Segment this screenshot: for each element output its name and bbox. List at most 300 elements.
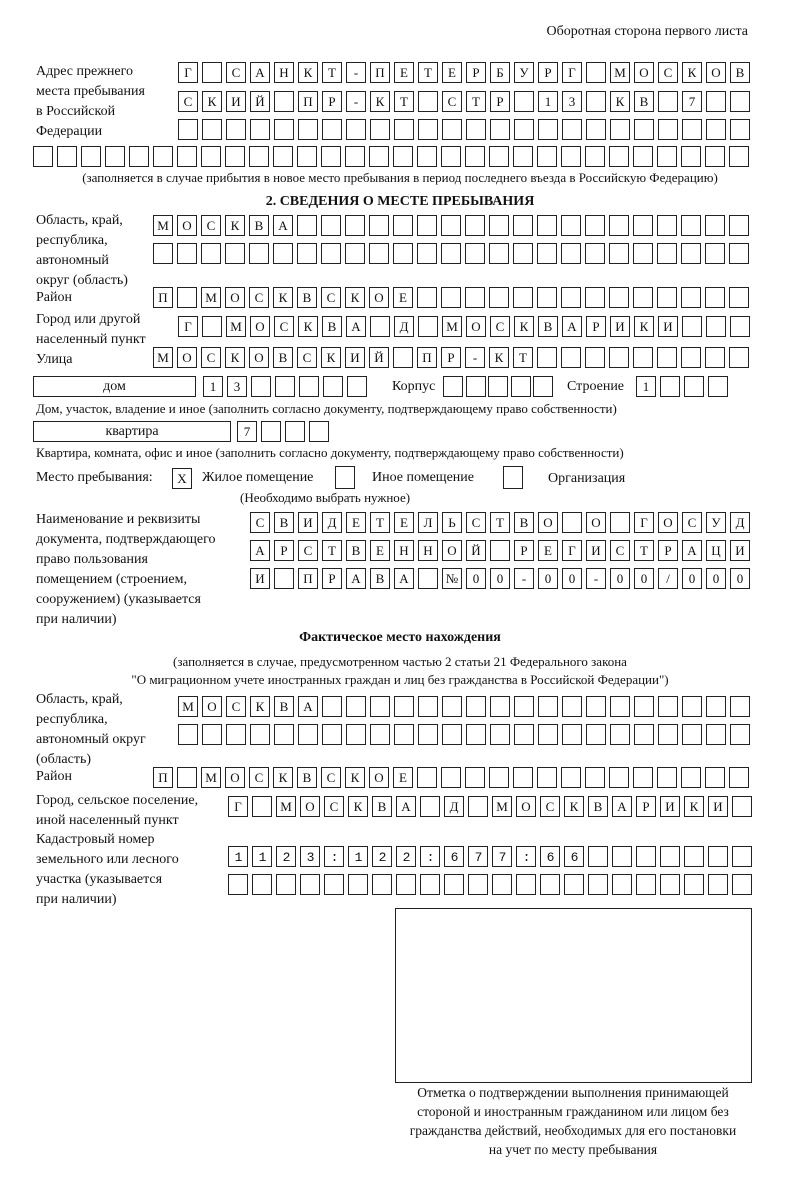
char-cell[interactable]: О <box>634 62 654 83</box>
char-cell[interactable]: Т <box>490 512 510 533</box>
char-cell[interactable] <box>561 243 581 264</box>
char-cell[interactable]: О <box>250 316 270 337</box>
char-cell[interactable] <box>228 874 248 895</box>
char-cell[interactable] <box>681 146 701 167</box>
char-cell[interactable]: А <box>250 540 270 561</box>
char-cell[interactable] <box>321 146 341 167</box>
char-cell[interactable] <box>466 376 486 397</box>
char-cell[interactable] <box>441 767 461 788</box>
char-cell[interactable] <box>657 243 677 264</box>
char-cell[interactable]: В <box>372 796 392 817</box>
char-cell[interactable] <box>489 767 509 788</box>
char-cell[interactable] <box>705 767 725 788</box>
char-cell[interactable]: Р <box>490 91 510 112</box>
char-cell[interactable] <box>561 215 581 236</box>
char-cell[interactable] <box>513 215 533 236</box>
char-cell[interactable]: О <box>249 347 269 368</box>
char-cell[interactable]: И <box>730 540 750 561</box>
char-cell[interactable] <box>513 287 533 308</box>
char-cell[interactable] <box>372 874 392 895</box>
char-cell[interactable]: 1 <box>203 376 223 397</box>
char-cell[interactable]: В <box>588 796 608 817</box>
char-cell[interactable]: О <box>300 796 320 817</box>
char-cell[interactable]: М <box>201 287 221 308</box>
char-cell[interactable]: 1 <box>636 376 656 397</box>
char-cell[interactable] <box>732 874 752 895</box>
char-cell[interactable]: О <box>442 540 462 561</box>
char-cell[interactable]: 0 <box>634 568 654 589</box>
char-cell[interactable] <box>177 146 197 167</box>
char-cell[interactable] <box>729 243 749 264</box>
char-cell[interactable] <box>561 146 581 167</box>
char-cell[interactable] <box>297 146 317 167</box>
char-cell[interactable] <box>537 347 557 368</box>
char-cell[interactable]: / <box>658 568 678 589</box>
char-cell[interactable] <box>609 767 629 788</box>
char-cell[interactable]: Т <box>322 540 342 561</box>
char-cell[interactable] <box>657 146 677 167</box>
char-cell[interactable] <box>516 874 536 895</box>
char-cell[interactable] <box>105 146 125 167</box>
char-cell[interactable] <box>202 119 222 140</box>
char-cell[interactable]: К <box>564 796 584 817</box>
char-cell[interactable] <box>418 119 438 140</box>
char-cell[interactable] <box>321 243 341 264</box>
char-cell[interactable]: Н <box>394 540 414 561</box>
char-cell[interactable]: Е <box>394 62 414 83</box>
char-cell[interactable] <box>706 91 726 112</box>
char-cell[interactable]: О <box>202 696 222 717</box>
char-cell[interactable] <box>443 376 463 397</box>
char-cell[interactable] <box>252 874 272 895</box>
stay-option-residential-checkbox[interactable]: X <box>172 468 192 489</box>
char-cell[interactable] <box>309 421 329 442</box>
char-cell[interactable]: Ц <box>706 540 726 561</box>
char-cell[interactable] <box>153 146 173 167</box>
char-cell[interactable] <box>466 696 486 717</box>
char-cell[interactable]: У <box>706 512 726 533</box>
char-cell[interactable] <box>729 146 749 167</box>
char-cell[interactable] <box>274 91 294 112</box>
char-cell[interactable] <box>705 347 725 368</box>
char-cell[interactable] <box>681 243 701 264</box>
char-cell[interactable] <box>636 874 656 895</box>
char-cell[interactable]: 0 <box>490 568 510 589</box>
char-cell[interactable] <box>261 421 281 442</box>
char-cell[interactable] <box>177 287 197 308</box>
char-cell[interactable] <box>681 215 701 236</box>
char-cell[interactable]: К <box>345 287 365 308</box>
char-cell[interactable]: Д <box>394 316 414 337</box>
char-cell[interactable]: 0 <box>730 568 750 589</box>
char-cell[interactable]: М <box>226 316 246 337</box>
char-cell[interactable]: О <box>225 767 245 788</box>
char-cell[interactable]: - <box>465 347 485 368</box>
char-cell[interactable] <box>322 724 342 745</box>
char-cell[interactable] <box>489 146 509 167</box>
char-cell[interactable] <box>513 146 533 167</box>
char-cell[interactable]: В <box>370 568 390 589</box>
char-cell[interactable] <box>465 243 485 264</box>
char-cell[interactable]: Р <box>636 796 656 817</box>
char-cell[interactable] <box>273 243 293 264</box>
char-cell[interactable]: Г <box>562 62 582 83</box>
char-cell[interactable]: И <box>298 512 318 533</box>
char-cell[interactable] <box>441 215 461 236</box>
char-cell[interactable]: Л <box>418 512 438 533</box>
char-cell[interactable] <box>252 796 272 817</box>
char-cell[interactable] <box>610 724 630 745</box>
char-cell[interactable] <box>585 146 605 167</box>
char-cell[interactable] <box>488 376 508 397</box>
char-cell[interactable] <box>323 376 343 397</box>
char-cell[interactable]: С <box>321 767 341 788</box>
char-cell[interactable]: А <box>682 540 702 561</box>
char-cell[interactable] <box>442 119 462 140</box>
char-cell[interactable] <box>346 724 366 745</box>
char-cell[interactable] <box>369 243 389 264</box>
char-cell[interactable] <box>658 696 678 717</box>
char-cell[interactable]: М <box>492 796 512 817</box>
char-cell[interactable] <box>610 512 630 533</box>
char-cell[interactable] <box>468 796 488 817</box>
char-cell[interactable]: Т <box>370 512 390 533</box>
char-cell[interactable]: О <box>516 796 536 817</box>
char-cell[interactable] <box>682 696 702 717</box>
char-cell[interactable]: - <box>346 91 366 112</box>
char-cell[interactable] <box>633 767 653 788</box>
char-cell[interactable] <box>633 146 653 167</box>
char-cell[interactable] <box>465 767 485 788</box>
char-cell[interactable]: К <box>348 796 368 817</box>
char-cell[interactable] <box>346 119 366 140</box>
char-cell[interactable] <box>225 243 245 264</box>
char-cell[interactable] <box>514 119 534 140</box>
char-cell[interactable] <box>250 724 270 745</box>
char-cell[interactable]: К <box>273 287 293 308</box>
char-cell[interactable]: Р <box>322 91 342 112</box>
char-cell[interactable]: Р <box>586 316 606 337</box>
stay-option-other-checkbox[interactable] <box>335 466 355 489</box>
char-cell[interactable] <box>612 874 632 895</box>
char-cell[interactable] <box>634 696 654 717</box>
char-cell[interactable]: Д <box>444 796 464 817</box>
char-cell[interactable]: О <box>538 512 558 533</box>
char-cell[interactable] <box>420 874 440 895</box>
char-cell[interactable]: К <box>298 62 318 83</box>
char-cell[interactable]: И <box>708 796 728 817</box>
char-cell[interactable] <box>394 119 414 140</box>
char-cell[interactable] <box>273 146 293 167</box>
char-cell[interactable]: В <box>297 287 317 308</box>
char-cell[interactable]: С <box>201 347 221 368</box>
char-cell[interactable] <box>585 243 605 264</box>
char-cell[interactable]: Е <box>442 62 462 83</box>
char-cell[interactable]: Р <box>274 540 294 561</box>
char-cell[interactable] <box>321 215 341 236</box>
char-cell[interactable]: К <box>225 215 245 236</box>
char-cell[interactable] <box>730 119 750 140</box>
char-cell[interactable] <box>324 874 344 895</box>
char-cell[interactable] <box>441 146 461 167</box>
char-cell[interactable]: О <box>369 767 389 788</box>
char-cell[interactable] <box>533 376 553 397</box>
char-cell[interactable] <box>490 724 510 745</box>
char-cell[interactable]: В <box>634 91 654 112</box>
char-cell[interactable] <box>538 119 558 140</box>
char-cell[interactable]: А <box>346 316 366 337</box>
char-cell[interactable] <box>274 119 294 140</box>
char-cell[interactable]: М <box>442 316 462 337</box>
char-cell[interactable] <box>465 287 485 308</box>
char-cell[interactable] <box>322 119 342 140</box>
char-cell[interactable] <box>345 243 365 264</box>
char-cell[interactable] <box>465 146 485 167</box>
char-cell[interactable]: И <box>250 568 270 589</box>
char-cell[interactable]: О <box>658 512 678 533</box>
char-cell[interactable] <box>732 796 752 817</box>
char-cell[interactable] <box>562 119 582 140</box>
char-cell[interactable]: П <box>153 767 173 788</box>
char-cell[interactable] <box>729 347 749 368</box>
char-cell[interactable] <box>588 874 608 895</box>
char-cell[interactable] <box>201 146 221 167</box>
char-cell[interactable] <box>658 91 678 112</box>
char-cell[interactable] <box>633 287 653 308</box>
char-cell[interactable]: К <box>298 316 318 337</box>
char-cell[interactable] <box>684 874 704 895</box>
char-cell[interactable] <box>442 696 462 717</box>
char-cell[interactable]: 1 <box>538 91 558 112</box>
char-cell[interactable] <box>369 146 389 167</box>
char-cell[interactable] <box>634 724 654 745</box>
char-cell[interactable] <box>705 215 725 236</box>
char-cell[interactable] <box>418 568 438 589</box>
char-cell[interactable]: П <box>370 62 390 83</box>
char-cell[interactable]: О <box>466 316 486 337</box>
char-cell[interactable] <box>489 287 509 308</box>
char-cell[interactable]: Н <box>274 62 294 83</box>
char-cell[interactable] <box>561 767 581 788</box>
char-cell[interactable]: В <box>297 767 317 788</box>
char-cell[interactable]: Д <box>322 512 342 533</box>
char-cell[interactable] <box>586 62 606 83</box>
char-cell[interactable] <box>586 696 606 717</box>
char-cell[interactable] <box>202 724 222 745</box>
char-cell[interactable] <box>418 696 438 717</box>
char-cell[interactable] <box>418 724 438 745</box>
char-cell[interactable] <box>658 119 678 140</box>
char-cell[interactable]: В <box>322 316 342 337</box>
char-cell[interactable] <box>393 215 413 236</box>
char-cell[interactable]: С <box>682 512 702 533</box>
char-cell[interactable] <box>514 696 534 717</box>
char-cell[interactable] <box>178 724 198 745</box>
char-cell[interactable] <box>417 767 437 788</box>
char-cell[interactable]: Й <box>250 91 270 112</box>
char-cell[interactable] <box>586 119 606 140</box>
char-cell[interactable] <box>657 215 677 236</box>
char-cell[interactable] <box>708 376 728 397</box>
char-cell[interactable]: А <box>273 215 293 236</box>
char-cell[interactable] <box>708 874 728 895</box>
stay-option-organization-checkbox[interactable] <box>503 466 523 489</box>
char-cell[interactable] <box>513 767 533 788</box>
char-cell[interactable]: 0 <box>682 568 702 589</box>
char-cell[interactable]: К <box>250 696 270 717</box>
char-cell[interactable] <box>684 376 704 397</box>
char-cell[interactable] <box>609 215 629 236</box>
char-cell[interactable]: М <box>276 796 296 817</box>
char-cell[interactable] <box>633 347 653 368</box>
char-cell[interactable]: В <box>538 316 558 337</box>
char-cell[interactable]: О <box>177 347 197 368</box>
char-cell[interactable] <box>730 696 750 717</box>
char-cell[interactable]: Р <box>466 62 486 83</box>
char-cell[interactable] <box>561 287 581 308</box>
char-cell[interactable]: В <box>346 540 366 561</box>
char-cell[interactable] <box>251 376 271 397</box>
char-cell[interactable] <box>490 540 510 561</box>
char-cell[interactable]: В <box>273 347 293 368</box>
char-cell[interactable] <box>658 724 678 745</box>
char-cell[interactable] <box>466 724 486 745</box>
char-cell[interactable]: К <box>225 347 245 368</box>
char-cell[interactable] <box>346 696 366 717</box>
char-cell[interactable]: Т <box>322 62 342 83</box>
char-cell[interactable]: М <box>201 767 221 788</box>
char-cell[interactable]: О <box>369 287 389 308</box>
char-cell[interactable] <box>57 146 77 167</box>
char-cell[interactable]: П <box>298 91 318 112</box>
char-cell[interactable]: Т <box>513 347 533 368</box>
char-cell[interactable]: В <box>274 696 294 717</box>
char-cell[interactable] <box>274 568 294 589</box>
char-cell[interactable] <box>729 287 749 308</box>
char-cell[interactable] <box>514 91 534 112</box>
char-cell[interactable] <box>393 146 413 167</box>
char-cell[interactable]: 0 <box>466 568 486 589</box>
char-cell[interactable] <box>586 91 606 112</box>
char-cell[interactable]: К <box>370 91 390 112</box>
house-type-field[interactable]: дом <box>33 376 196 397</box>
char-cell[interactable] <box>298 119 318 140</box>
char-cell[interactable] <box>514 724 534 745</box>
char-cell[interactable]: Е <box>538 540 558 561</box>
char-cell[interactable]: И <box>586 540 606 561</box>
char-cell[interactable]: Е <box>394 512 414 533</box>
char-cell[interactable] <box>730 91 750 112</box>
char-cell[interactable]: И <box>345 347 365 368</box>
char-cell[interactable]: О <box>706 62 726 83</box>
char-cell[interactable]: 3 <box>562 91 582 112</box>
char-cell[interactable] <box>585 287 605 308</box>
char-cell[interactable] <box>274 724 294 745</box>
char-cell[interactable] <box>129 146 149 167</box>
char-cell[interactable] <box>201 243 221 264</box>
char-cell[interactable] <box>297 215 317 236</box>
char-cell[interactable]: В <box>730 62 750 83</box>
char-cell[interactable]: П <box>298 568 318 589</box>
char-cell[interactable] <box>297 243 317 264</box>
char-cell[interactable]: С <box>178 91 198 112</box>
char-cell[interactable] <box>177 767 197 788</box>
char-cell[interactable] <box>393 243 413 264</box>
char-cell[interactable] <box>610 696 630 717</box>
char-cell[interactable]: С <box>298 540 318 561</box>
char-cell[interactable]: - <box>514 568 534 589</box>
char-cell[interactable] <box>585 767 605 788</box>
char-cell[interactable]: Е <box>393 287 413 308</box>
char-cell[interactable] <box>276 874 296 895</box>
char-cell[interactable]: С <box>274 316 294 337</box>
char-cell[interactable]: Е <box>370 540 390 561</box>
char-cell[interactable]: М <box>153 347 173 368</box>
char-cell[interactable] <box>657 767 677 788</box>
char-cell[interactable]: С <box>540 796 560 817</box>
char-cell[interactable] <box>511 376 531 397</box>
char-cell[interactable]: С <box>466 512 486 533</box>
char-cell[interactable]: П <box>417 347 437 368</box>
char-cell[interactable] <box>347 376 367 397</box>
char-cell[interactable]: Н <box>418 540 438 561</box>
char-cell[interactable]: Е <box>393 767 413 788</box>
char-cell[interactable] <box>444 874 464 895</box>
char-cell[interactable] <box>729 215 749 236</box>
char-cell[interactable]: К <box>682 62 702 83</box>
char-cell[interactable] <box>299 376 319 397</box>
char-cell[interactable] <box>417 146 437 167</box>
char-cell[interactable]: С <box>297 347 317 368</box>
char-cell[interactable]: Т <box>466 91 486 112</box>
char-cell[interactable]: К <box>321 347 341 368</box>
char-cell[interactable]: О <box>177 215 197 236</box>
char-cell[interactable] <box>370 724 390 745</box>
char-cell[interactable] <box>609 146 629 167</box>
char-cell[interactable] <box>634 119 654 140</box>
char-cell[interactable]: Б <box>490 62 510 83</box>
char-cell[interactable] <box>418 316 438 337</box>
char-cell[interactable] <box>489 243 509 264</box>
char-cell[interactable] <box>81 146 101 167</box>
char-cell[interactable]: № <box>442 568 462 589</box>
char-cell[interactable]: - <box>586 568 606 589</box>
char-cell[interactable]: 0 <box>610 568 630 589</box>
char-cell[interactable] <box>466 119 486 140</box>
char-cell[interactable]: М <box>178 696 198 717</box>
char-cell[interactable] <box>706 724 726 745</box>
char-cell[interactable] <box>537 146 557 167</box>
char-cell[interactable]: С <box>250 512 270 533</box>
char-cell[interactable]: К <box>514 316 534 337</box>
char-cell[interactable]: И <box>660 796 680 817</box>
char-cell[interactable]: Р <box>322 568 342 589</box>
apartment-type-field[interactable]: квартира <box>33 421 231 442</box>
char-cell[interactable]: Г <box>562 540 582 561</box>
char-cell[interactable] <box>660 874 680 895</box>
char-cell[interactable]: С <box>490 316 510 337</box>
char-cell[interactable] <box>178 119 198 140</box>
char-cell[interactable]: А <box>562 316 582 337</box>
char-cell[interactable] <box>490 696 510 717</box>
char-cell[interactable]: Й <box>369 347 389 368</box>
char-cell[interactable]: 0 <box>538 568 558 589</box>
char-cell[interactable] <box>417 287 437 308</box>
char-cell[interactable]: 0 <box>562 568 582 589</box>
char-cell[interactable] <box>513 243 533 264</box>
char-cell[interactable] <box>417 215 437 236</box>
char-cell[interactable] <box>396 874 416 895</box>
